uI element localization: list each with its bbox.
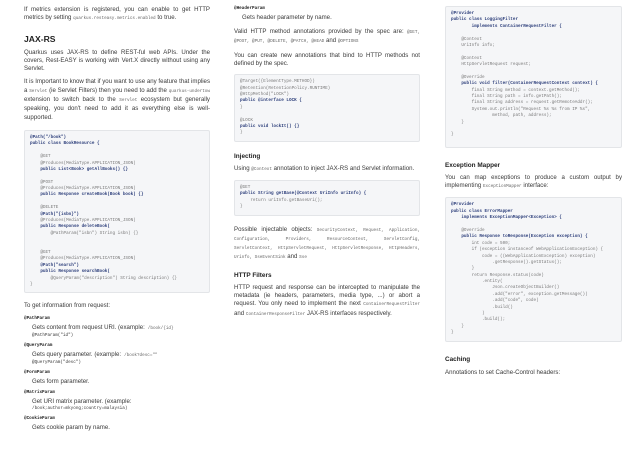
jaxrs-p2-text-a: It is Important to know that if you want to use any feature that implies a xyxy=(24,78,210,94)
code-line: } xyxy=(451,132,454,138)
code-line: public class BookResource { xyxy=(30,141,100,147)
exception-mapper-heading: Exception Mapper xyxy=(445,161,501,169)
jaxrs-p2-text-c: extension to switch back to the xyxy=(24,96,116,104)
code-line: } xyxy=(451,266,475,272)
code-line: method, path, address); xyxy=(451,113,552,119)
column-2 xyxy=(234,0,420,453)
header-param-desc: Gets header parameter by name. xyxy=(242,14,332,21)
code-line: } xyxy=(30,281,33,287)
param-desc-text: Gets query parameter. (example: xyxy=(32,350,122,358)
param-description xyxy=(32,424,210,432)
param-desc-text: Gets cookie param by name. xyxy=(32,423,110,431)
mapper-text-b: interface: xyxy=(523,182,549,190)
code-line: public List<Book> getAllBooks() {} xyxy=(30,166,128,172)
options-code: @OPTIONS xyxy=(337,39,359,45)
injectables-code: SecurityContext, Request, Application, Configuration, Providers, ResourceContext, ServletConfig, ServletContext, HttpServletRequest, HttpServletResponse, HttpHeaders, Urinfo, SseEventSink xyxy=(234,227,420,261)
valid-methods-text-a: Valid HTTP method annotations provided by the spec are: xyxy=(234,28,404,35)
column-3 xyxy=(445,0,622,453)
code-line: } xyxy=(240,130,243,136)
code-line: if (exception instanceof WebApplicationException) { xyxy=(451,247,604,253)
caching-heading: Caching xyxy=(445,355,471,363)
code-line: public Response searchBook( xyxy=(30,269,110,275)
code-line: @Produces(MediaType.APPLICATION_JSON) xyxy=(30,256,136,262)
metrics-intro xyxy=(24,6,210,24)
code-line: @HttpMethod("LOCK") xyxy=(240,91,289,97)
param-item xyxy=(24,370,210,386)
code-line: @Provider xyxy=(451,202,475,208)
code-line: } xyxy=(240,104,243,110)
metrics-intro-end: to true. xyxy=(157,14,177,22)
code-line: @Context xyxy=(451,55,482,61)
code-line: final String method = context.getMethod(); xyxy=(451,87,580,93)
code-line: public Response createBook(Book book) {} xyxy=(30,192,144,198)
code-line: @Override xyxy=(451,74,485,80)
code-line: UriInfo info; xyxy=(451,42,495,48)
filters-text-c: JAX-RS interfaces respectively. xyxy=(306,309,392,317)
param-example: /book;author=mkyong;country=malaysia) xyxy=(32,405,128,411)
code-line: return Response.status(code) xyxy=(451,272,544,278)
code-line: HttpServletRequest request; xyxy=(451,62,531,68)
code-line: @DELETE xyxy=(30,205,59,211)
exception-mapper-text xyxy=(445,174,622,192)
metrics-property-code: quarkus.resteasy.metrics.enabled xyxy=(73,16,156,22)
http-filters-heading: HTTP Filters xyxy=(234,271,272,279)
code-line: } xyxy=(451,323,464,329)
code-line: Json.createObjectBuilder() xyxy=(451,285,560,291)
param-desc-code: /book/{id} xyxy=(147,325,174,331)
code-line: public class ErrorMapper xyxy=(451,208,513,214)
logging-filter-code-block xyxy=(445,6,622,148)
param-annotation: @FormParam xyxy=(24,369,50,375)
code-line: int code = 500; xyxy=(451,240,511,246)
valid-methods-and: and xyxy=(325,37,337,45)
param-item xyxy=(24,390,210,412)
servlet-code-2: Servlet xyxy=(119,98,138,104)
param-item xyxy=(24,343,210,366)
code-line: } xyxy=(451,119,464,125)
param-description xyxy=(32,324,210,333)
code-line: .entity( xyxy=(451,279,503,285)
code-line: @Path("/book") xyxy=(30,134,67,140)
param-annotation: @CookieParam xyxy=(24,415,55,421)
sse-code: Sse xyxy=(299,255,307,261)
code-line: .build() xyxy=(451,304,513,310)
param-annotation: @MatrixParam xyxy=(24,389,55,395)
code-line: implements ContainerRequestFilter { xyxy=(451,23,562,29)
param-annotation: @PathParam xyxy=(24,315,50,321)
code-line: public @interface LOCK { xyxy=(240,98,302,104)
code-line: @PathParam("isbn") String isbn) {} xyxy=(30,230,139,236)
metrics-intro-text: If metrics extension is registered, you can enable to get HTTP metrics by setting xyxy=(24,6,210,22)
code-line: public Response deleteBook( xyxy=(30,224,110,230)
injecting-text-a: Using xyxy=(234,164,250,172)
error-mapper-code-block xyxy=(445,197,622,341)
param-description xyxy=(32,378,210,386)
code-line: @GET xyxy=(240,185,251,190)
valid-methods-text xyxy=(234,28,420,47)
code-line: @QueryParam("description") String description) {} xyxy=(30,275,177,281)
code-line: @LOCK xyxy=(240,117,253,123)
injecting-heading: Injecting xyxy=(234,152,261,160)
header-param-annotation: @HeaderParam xyxy=(234,6,265,11)
code-line: public void filter(ContainerRequestContext context) { xyxy=(451,81,598,87)
code-line: @Context xyxy=(451,36,482,42)
jaxrs-paragraph-1: Quarkus uses JAX-RS to define REST-ful web APIs. Under the covers, Rest-EASY is working with Vert.X directly without using any Servlet. xyxy=(24,48,210,73)
request-info-text: To get information from request: xyxy=(24,302,111,310)
code-line: return uriInfo.getBaseUri(); xyxy=(240,197,323,203)
jaxrs-p2-text-d: ecosystem but generally speaking, you don't need to add it as everything else is well-supported. xyxy=(24,96,210,121)
filters-text-a: HTTP request and response can be intercepted to manipulate the metadata (ie headers, parameters, media type, ...) or abort a request. You only need to implement the next xyxy=(234,283,420,308)
code-line: @GET xyxy=(30,154,51,160)
column-1 xyxy=(24,0,210,453)
jaxrs-p2-text-b: (ie Servlet Filters) then you need to add the xyxy=(49,86,167,94)
filters-and: and xyxy=(234,309,245,317)
code-line: @Produces(MediaType.APPLICATION_JSON) xyxy=(30,186,136,192)
code-line: .add("code", code) xyxy=(451,298,539,304)
context-inject-code-block xyxy=(234,180,420,216)
code-line: @Retention(RetentionPolicy.RUNTIME) xyxy=(240,85,331,91)
code-line: final String path = info.getPath(); xyxy=(451,94,562,100)
code-line: .getResponse().getStatus(); xyxy=(451,259,562,265)
code-line: @POST xyxy=(30,179,54,185)
code-line: public class LoggingFilter xyxy=(451,17,519,23)
code-line: @Provider xyxy=(451,11,475,16)
code-line: implements ExceptionMapper<Exception> { xyxy=(451,215,562,221)
code-line: .add("error", exception.getMessage()) xyxy=(451,291,588,297)
param-list xyxy=(24,316,210,432)
code-line: public void lockIt() {} xyxy=(240,123,300,129)
injecting-text-b: annotation to inject JAX-RS and Servlet information. xyxy=(273,164,415,172)
param-item xyxy=(24,416,210,432)
http-filters-text xyxy=(234,284,420,319)
code-line: code = ((WebApplicationException) exception) xyxy=(451,253,596,259)
book-resource-code-block xyxy=(24,130,210,293)
jaxrs-heading: JAX-RS xyxy=(24,33,56,44)
lock-annotation-code-block xyxy=(234,74,420,142)
param-description xyxy=(32,351,210,360)
code-line: } xyxy=(451,330,454,336)
code-line: @Path("{isbn}") xyxy=(30,211,79,217)
param-desc-text: Gets form parameter. xyxy=(32,377,90,385)
param-example: @QueryParam("desc") xyxy=(32,359,81,365)
code-line: @Produces(MediaType.APPLICATION_JSON) xyxy=(30,218,136,224)
code-line: @Path("search") xyxy=(30,262,79,268)
code-line: System.out.println("Request %s %s from IP %s", xyxy=(451,106,591,112)
new-annotations-text: You can create new annotations that bind to HTTP methods not defined by the spec. xyxy=(234,51,420,67)
code-line: } xyxy=(240,204,243,210)
code-line: @Produces(MediaType.APPLICATION_JSON) xyxy=(30,160,136,166)
param-example: @PathParam("id") xyxy=(32,332,74,338)
code-line: final String address = request.getRemoteAddr(); xyxy=(451,100,593,106)
response-filter-code: ContainerResponseFilter xyxy=(245,311,306,317)
param-desc-code: /book?desc="" xyxy=(124,352,158,358)
param-description xyxy=(32,398,210,406)
request-filter-code: ContainerRequestFilter xyxy=(363,302,420,308)
param-desc-text: Gets content from request URI. (example: xyxy=(32,323,145,331)
jaxrs-paragraph-2 xyxy=(24,78,210,121)
exception-mapper-code: ExceptionMapper xyxy=(482,184,522,190)
possible-text-a: Possible injectable objects: xyxy=(234,225,313,233)
code-line: @Override xyxy=(451,227,485,233)
possible-injectables-text xyxy=(234,226,420,263)
param-annotation: @QueryParam xyxy=(24,342,53,348)
mapper-text-a: You can map exceptions to produce a custom output by implementing xyxy=(445,173,622,190)
caching-text: Annotations to set Cache-Control headers: xyxy=(445,368,561,376)
code-line: .build(); xyxy=(451,317,506,323)
injecting-text xyxy=(234,165,420,174)
param-item xyxy=(24,316,210,339)
undertow-code: quarkus-undertow xyxy=(168,88,210,94)
code-line: @GET xyxy=(30,250,51,255)
possible-and: and xyxy=(287,253,298,261)
param-desc-text: Get URI matrix parameter. (example: xyxy=(32,397,132,405)
code-line: @Target({ElementType.METHOD}) xyxy=(240,79,315,85)
http-methods-code: @GET, @POST, @PUT, @DELETE, @PATCH, @HEAD xyxy=(234,30,420,45)
code-line: public Response toResponse(Exception exception) { xyxy=(451,234,588,240)
servlet-code: Servlet xyxy=(29,88,48,94)
context-code: @Context xyxy=(251,166,272,172)
code-line: ) xyxy=(451,311,485,317)
code-line: public String getBase(@Context UriInfo uriInfo) { xyxy=(240,191,367,197)
